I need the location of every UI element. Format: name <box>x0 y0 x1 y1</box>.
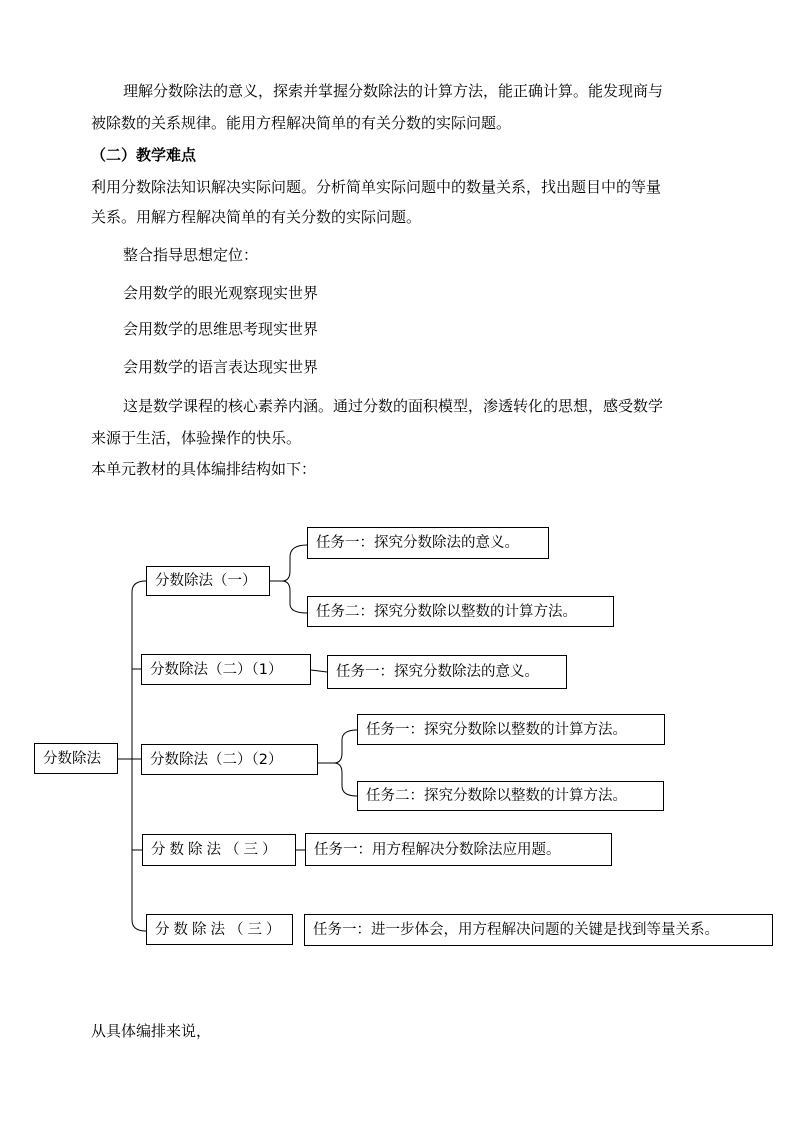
paragraph-1-line-2: 被除数的关系规律。能用方程解决简单的有关分数的实际问题。 <box>91 114 512 132</box>
paragraph-2-line-1: 利用分数除法知识解决实际问题。分析简单实际问题中的数量关系，找出题目中的等量 <box>91 178 662 196</box>
section-2-box: 分数除法（二）（1） <box>141 654 311 685</box>
paragraph-6: 会用数学的语言表达现实世界 <box>123 358 319 376</box>
section-2-task-1: 任务一：探究分数除法的意义。 <box>327 655 567 689</box>
section-5-task-1: 任务一：进一步体会，用方程解决问题的关键是找到等量关系。 <box>304 914 773 946</box>
section-1-task-1: 任务一：探究分数除法的意义。 <box>307 527 549 559</box>
section-5-box: 分数除法（三） <box>146 914 293 945</box>
paragraph-3: 整合指导思想定位： <box>123 246 259 264</box>
paragraph-7-line-2: 来源于生活，体验操作的快乐。 <box>91 429 302 447</box>
section-3-box: 分数除法（二）（2） <box>141 744 318 775</box>
section-1-task-2: 任务二：探究分数除以整数的计算方法。 <box>307 596 614 627</box>
paragraph-1-line-1: 理解分数除法的意义，探索并掌握分数除法的计算方法，能正确计算。能发现商与 <box>123 82 664 100</box>
section-1-box: 分数除法（一） <box>146 566 270 596</box>
closing-line: 从具体编排来说， <box>91 1022 212 1040</box>
diagram-root: 分数除法 <box>34 743 118 774</box>
paragraph-7-line-1: 这是数学课程的核心素养内涵。通过分数的面积模型，渗透转化的思想，感受数学 <box>123 397 664 415</box>
section-heading: （二）教学难点 <box>91 146 197 164</box>
section-3-task-2: 任务二：探究分数除以整数的计算方法。 <box>357 781 664 811</box>
section-3-task-1: 任务一：探究分数除以整数的计算方法。 <box>357 714 665 745</box>
paragraph-5: 会用数学的思维思考现实世界 <box>123 320 319 338</box>
section-4-box: 分数除法（三） <box>142 834 296 866</box>
paragraph-2-line-2: 关系。用解方程解决简单的有关分数的实际问题。 <box>91 208 422 226</box>
paragraph-4: 会用数学的眼光观察现实世界 <box>123 284 319 302</box>
section-4-task-1: 任务一：用方程解决分数除法应用题。 <box>305 833 612 866</box>
paragraph-8: 本单元教材的具体编排结构如下： <box>91 460 317 478</box>
